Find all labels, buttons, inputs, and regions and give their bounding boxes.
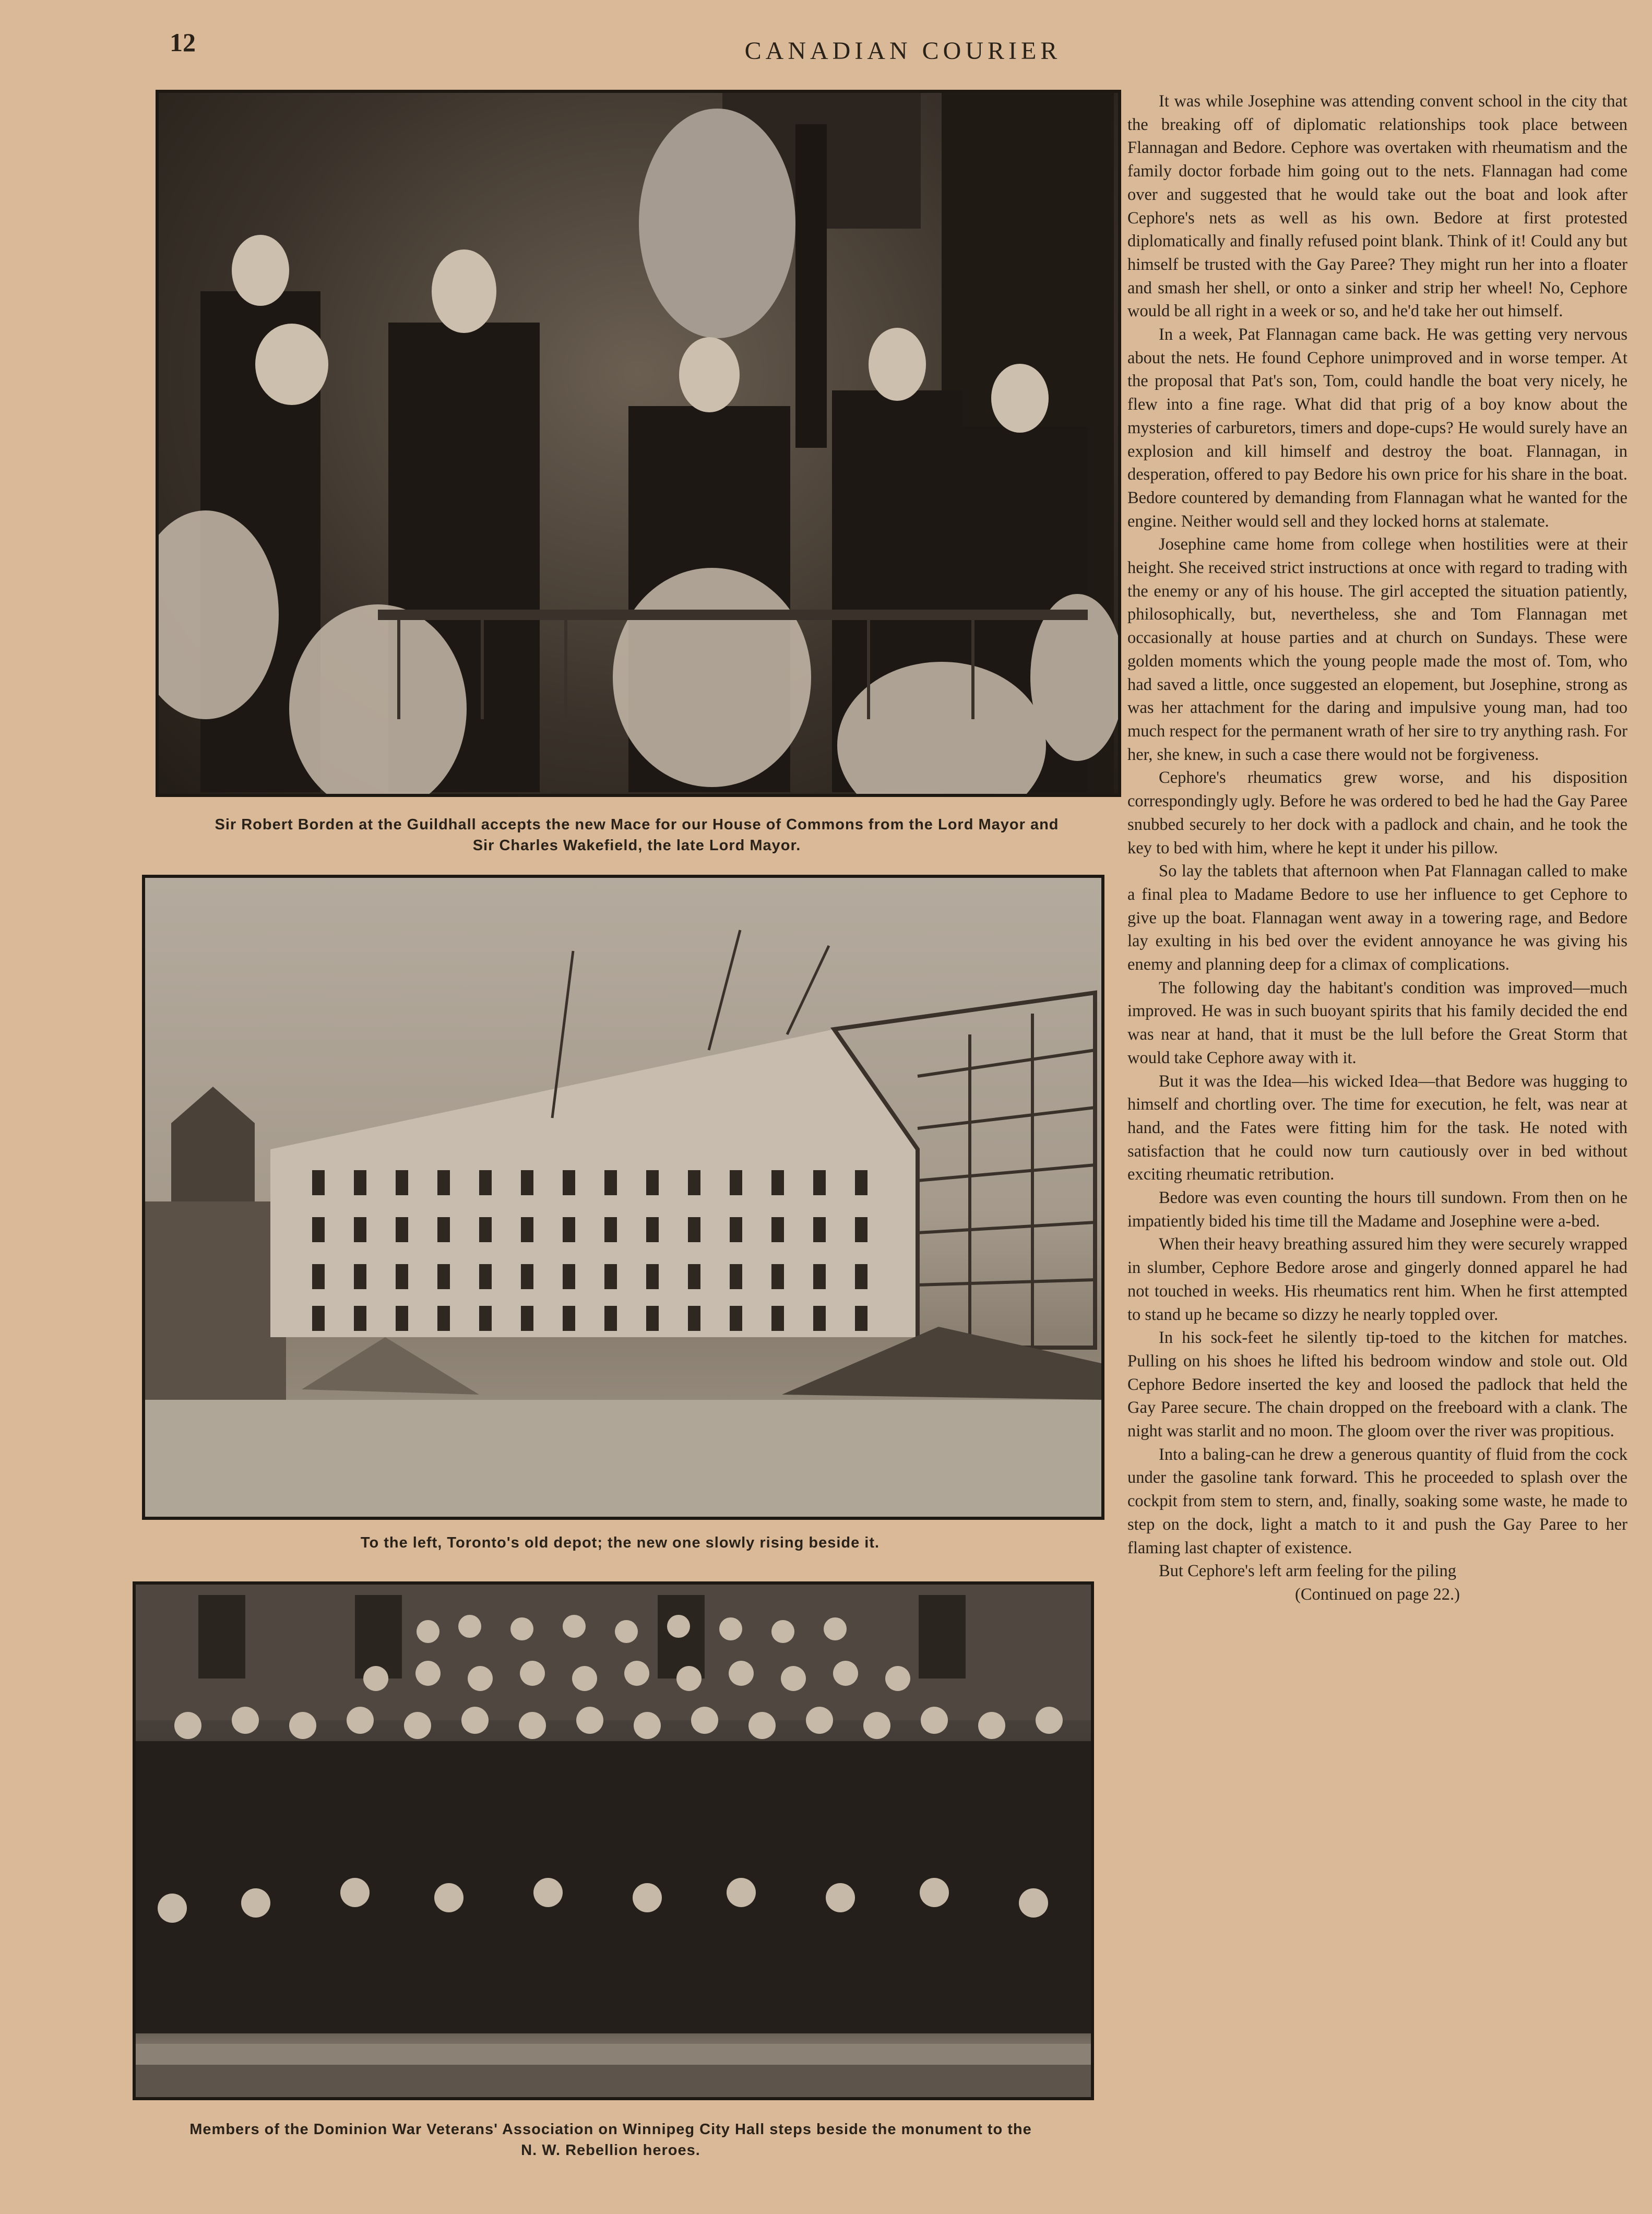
guildhall-caption-line-2: Sir Charles Wakefield, the late Lord Mayor. bbox=[472, 837, 801, 854]
story-paragraph-2: In a week, Pat Flannagan came back. He was getting very nervous about the nets. He found Cephore unimproved and in worse temper. At the proposal that Pat's son, Tom, could handle the boat very nicely, he flew into a fine rage. What did that prig of a boy know about the mysteries of carburetors, timers and dope-cups? He would surely have an explosion and kill himself and destroy the boat. Flannagan, in desperation, offered to pay Bedore his own price for his share in the boat. Bedore countered by demanding from Flannagan what he wanted for the engine. Neither would sell and they locked horns at stalemate. bbox=[1127, 325, 1627, 531]
running-head: CANADIAN COURIER bbox=[744, 37, 1062, 65]
story-paragraph-5: So lay the tablets that afternoon when Pat Flannagan called to make a final plea to Madame Bedore to use her influence to get Cephore to give up the boat. Flannagan went away in a towering rage, and Bedore lay exulting in his bed over the evident annoyance he was giving his enemy and planning deep for a climax of complications. bbox=[1127, 862, 1627, 974]
veterans-photo bbox=[133, 1581, 1094, 2100]
story-paragraph-7: But it was the Idea—his wicked Idea—that Bedore was hugging to himself and chortling over. The time for execution, he felt, was near at hand, and the Fates were fitting him for the task. He noted with satisfaction that he could now turn cautiously over in bed without exciting rheumatic retribution. bbox=[1127, 1072, 1627, 1184]
veterans-caption-line-2: N. W. Rebellion heroes. bbox=[521, 2142, 700, 2159]
ceremony-photo-icon bbox=[159, 93, 1118, 794]
story-paragraph-6: The following day the habitant's condition was improved—much improved. He was in such buoyant spirits that his family decided the end was near at hand, that it must be the lull before the Great Storm that would take Cephore away with it. bbox=[1127, 978, 1627, 1067]
story-paragraph-3: Josephine came home from college when hostilities were at their height. She received strict instructions at once with regard to trading with the enemy or any of his house. The girl accepted the situation patiently, philosophically, but, nevertheless, she and Tom Flannagan met occasionally at house parties and at church on Sundays. These were golden moments which the young people made the most of. Tom, who had saved a little, once suggested an elopement, but Josephine, strong as was her attachment for the daring and impulsive young man, had too much respect for the permanent wrath of her sire to try anything rash. For her, she knew, in such a case there would not be forgiveness. bbox=[1127, 535, 1627, 764]
story-paragraph-9: When their heavy breathing assured him they were securely wrapped in slumber, Cephore Bedore arose and gingerly donned apparel he had not touched in weeks. His rheumatics rent him. When he first attempted to stand up he became so dizzy he nearly toppled over. bbox=[1127, 1235, 1627, 1324]
veterans-caption-line-1: Members of the Dominion War Veterans' Association on Winnipeg City Hall steps beside the monument to the bbox=[189, 2121, 1032, 2138]
story-paragraph-8: Bedore was even counting the hours till sundown. From then on he impatiently bided his time till the Madame and Josephine were a-bed. bbox=[1127, 1188, 1627, 1231]
story-paragraph-12: But Cephore's left arm feeling for the piling bbox=[1159, 1562, 1456, 1581]
story-column bbox=[1127, 90, 1627, 1606]
construction-photo-icon bbox=[145, 878, 1101, 1517]
group-photo-icon bbox=[136, 1585, 1091, 2097]
depot-caption: To the left, Toronto's old depot; the new one slowly rising beside it. bbox=[360, 1534, 880, 1551]
guildhall-caption bbox=[146, 814, 1127, 856]
story-paragraph-10: In his sock-feet he silently tip-toed to the kitchen for matches. Pulling on his shoes he lifted his bedroom window and stole out. Old Cephore Bedore inserted the key and loosed the padlock that held the Gay Paree secure. The chain dropped on the freeboard with a clank. The night was starlit and no moon. The gloom over the river was propitious. bbox=[1127, 1328, 1627, 1441]
story-paragraph-11: Into a baling-can he drew a generous quantity of fluid from the cock under the gasoline tank forward. This he proceeded to splash over the cockpit from stem to stern, and, finally, soaking some waste, he made to step on the dock, light a match to it and push the Gay Paree to her flaming last chapter of existence. bbox=[1127, 1445, 1627, 1557]
veterans-caption bbox=[120, 2119, 1101, 2161]
guildhall-caption-line-1: Sir Robert Borden at the Guildhall accepts the new Mace for our House of Commons from the Lord Mayor and bbox=[215, 816, 1059, 833]
story-paragraph-4: Cephore's rheumatics grew worse, and his disposition correspondingly ugly. Before he was ordered to bed he had the Gay Paree snubbed securely to her dock with a padlock and chain, and he took the key to bed with him, where he kept it under his pillow. bbox=[1127, 768, 1627, 858]
continued-notice[interactable]: (Continued on page 22.) bbox=[1295, 1585, 1460, 1604]
story-paragraph-1: It was while Josephine was attending convent school in the city that the breaking off of diplomatic relationships took place between Flannagan and Bedore. Cephore was overtaken with rheumatism and the family doctor forbade him going out to the nets. Flannagan had come over and suggested that he would take out the boat and look after Cephore's nets as well as his own. Bedore at first protested diplomatically and finally refused point blank. Think of it! Could any but himself be trusted with the Gay Paree? They might run her into a floater and smash her shell, or onto a sinker and strip her wheel! No, Cephore would be all right in a week or so, and he'd take her out himself. bbox=[1127, 92, 1627, 321]
guildhall-photo bbox=[156, 90, 1121, 797]
page-number: 12 bbox=[170, 28, 196, 57]
depot-photo bbox=[142, 875, 1104, 1520]
